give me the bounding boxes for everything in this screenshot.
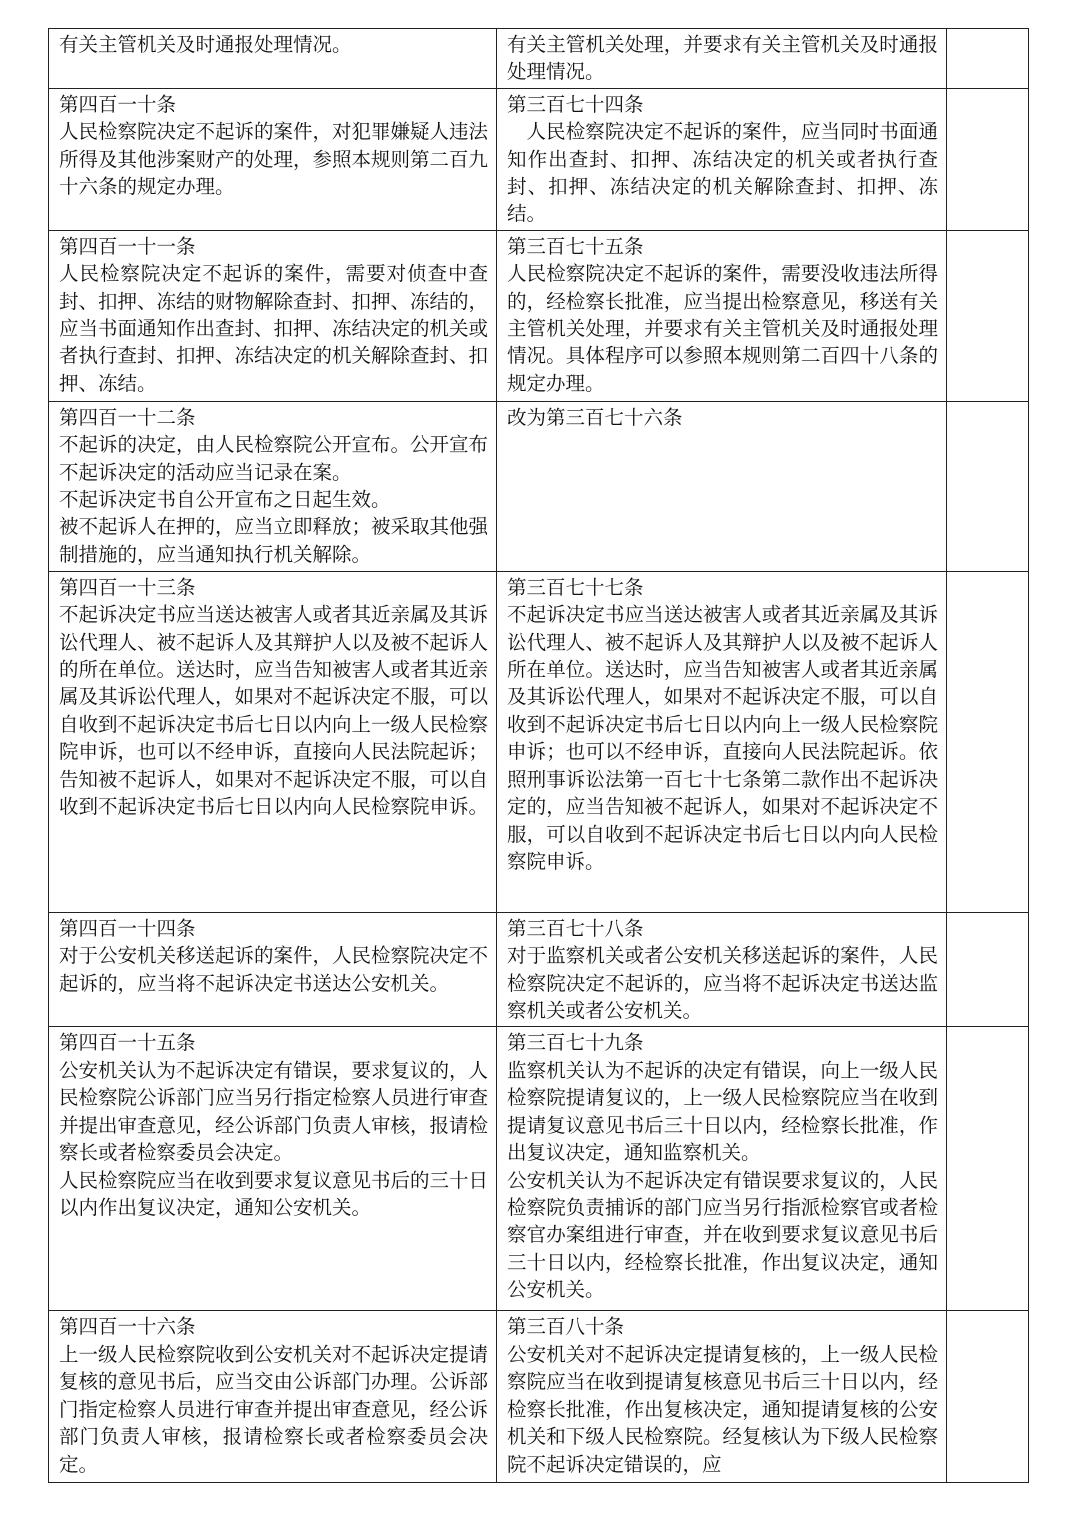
note-cell	[947, 401, 1029, 571]
old-text-cell	[49, 571, 497, 912]
comparison-table-body	[49, 29, 1029, 1483]
old-text-cell	[49, 401, 497, 571]
old-text-cell	[49, 88, 497, 230]
paragraph: 不起诉决定书应当送达被害人或者其近亲属及其诉讼代理人、被不起诉人及其辩护人以及被不起诉人的所在单位。送达时，应当告知被害人或者其近亲属及其诉讼代理人，如果对不起诉决定不服，可以自收到不起诉决定书后七日以内向上一级人民检察院申诉，也可以不经申诉，直接向人民法院起诉；告知被不起诉人，如果对不起诉决定不服，可以自收到不起诉决定书后七日以内向人民检察院申诉。	[59, 603, 489, 819]
old-text-cell	[49, 912, 497, 1027]
table-row	[49, 230, 1029, 401]
note-cell	[947, 912, 1029, 1027]
paragraph: 对于公安机关移送起诉的案件，人民检察院决定不起诉的，应当将不起诉决定书送达公安机关。	[59, 944, 489, 995]
table-row	[49, 912, 1029, 1027]
paragraph: 监察机关认为不起诉的决定有错误，向上一级人民检察院提请复议的，上一级人民检察院应当在收到提请复议意见书后三十日以内，经检察长批准，作出复议决定，通知监察机关。	[507, 1058, 938, 1165]
article-number: 第三百七十四条	[507, 92, 644, 116]
paragraph: 公安机关认为不起诉决定有错误，要求复议的，人民检察院公诉部门应当另行指定检察人员进行审查并提出审查意见，经公诉部门负责人审核，报请检察长或者检察委员会决定。	[59, 1058, 489, 1165]
note-cell	[947, 230, 1029, 401]
article-number: 第四百一十一条	[59, 234, 196, 258]
note-cell	[947, 88, 1029, 230]
comparison-table	[48, 28, 1029, 1483]
table-row	[49, 571, 1029, 912]
paragraph: 人民检察院决定不起诉的案件，需要没收违法所得的，经检察长批准，应当提出检察意见，移送有关主管机关处理，并要求有关主管机关及时通报处理情况。具体程序可以参照本规则第二百四十八条的规定办理。	[507, 262, 938, 395]
paragraph: 人民检察院应当在收到要求复议意见书后的三十日以内作出复议决定，通知公安机关。	[59, 1168, 489, 1219]
new-text-cell	[497, 88, 947, 230]
article-number: 第三百七十七条	[507, 575, 644, 599]
article-number: 改为第三百七十六条	[507, 405, 683, 429]
article-number: 第三百七十九条	[507, 1031, 644, 1055]
paragraph: 公安机关认为不起诉决定有错误要求复议的，人民检察院负责捕诉的部门应当另行指派检察官或者检察官办案组进行审查，并在收到要求复议意见书后三十日以内，经检察长批准，作出复议决定，通知公安机关。	[507, 1168, 938, 1302]
article-number: 第四百一十五条	[59, 1031, 196, 1055]
paragraph: 不起诉决定书自公开宣布之日起生效。	[59, 488, 391, 512]
note-cell	[947, 29, 1029, 89]
old-text-cell	[49, 230, 497, 401]
new-text-cell	[497, 1027, 947, 1311]
paragraph: 公安机关对不起诉决定提请复核的，上一级人民检察院应当在收到提请复核意见书后三十日以内，经检察长批准，作出复核决定，通知提请复核的公安机关和下级人民检察院。经复核认为下级人民检察院不起诉决定错误的，应	[507, 1342, 938, 1476]
new-text-cell	[497, 571, 947, 912]
paragraph: 不起诉决定书应当送达被害人或者其近亲属及其诉讼代理人、被不起诉人及其辩护人以及被不起诉人所在单位。送达时，应当告知被害人或者其近亲属及其诉讼代理人，如果对不起诉决定不服，可以自收到不起诉决定书后七日以内向上一级人民检察院申诉；也可以不经申诉，直接向人民法院起诉。依照刑事诉讼法第一百七十七条第二款作出不起诉决定的，应当告知被不起诉人，如果对不起诉决定不服，可以自收到不起诉决定书后七日以内向人民检察院申诉。	[507, 603, 938, 873]
paragraph: 人民检察院决定不起诉的案件，应当同时书面通知作出查封、扣押、冻结决定的机关或者执行查封、扣押、冻结决定的机关解除查封、扣押、冻结。	[507, 120, 938, 226]
paragraph: 人民检察院决定不起诉的案件，对犯罪嫌疑人违法所得及其他涉案财产的处理，参照本规则第二百九十六条的规定办理。	[59, 120, 489, 199]
table-row	[49, 29, 1029, 89]
article-number: 第四百一十四条	[59, 916, 196, 940]
new-text-cell	[497, 1311, 947, 1483]
article-number: 第三百七十八条	[507, 916, 644, 940]
old-text-cell	[49, 1027, 497, 1311]
article-number: 第四百一十六条	[59, 1315, 196, 1339]
paragraph: 有关主管机关处理，并要求有关主管机关及时通报处理情况。	[507, 33, 938, 84]
note-cell	[947, 1311, 1029, 1483]
table-row	[49, 401, 1029, 571]
note-cell	[947, 571, 1029, 912]
new-text-cell	[497, 912, 947, 1027]
paragraph: 对于监察机关或者公安机关移送起诉的案件，人民检察院决定不起诉的，应当将不起诉决定书送达监察机关或者公安机关。	[507, 944, 938, 1023]
article-number: 第三百七十五条	[507, 234, 644, 258]
note-cell	[947, 1027, 1029, 1311]
old-text-cell	[49, 29, 497, 89]
paragraph: 不起诉的决定，由人民检察院公开宣布。公开宣布不起诉决定的活动应当记录在案。	[59, 433, 489, 484]
article-number: 第四百一十二条	[59, 405, 196, 429]
new-text-cell	[497, 401, 947, 571]
paragraph: 有关主管机关及时通报处理情况。	[59, 33, 352, 56]
table-row	[49, 88, 1029, 230]
table-row	[49, 1311, 1029, 1483]
old-text-cell	[49, 1311, 497, 1483]
new-text-cell	[497, 29, 947, 89]
article-number: 第四百一十条	[59, 92, 177, 116]
table-row	[49, 1027, 1029, 1311]
paragraph: 被不起诉人在押的，应当立即释放；被采取其他强制措施的，应当通知执行机关解除。	[59, 515, 489, 566]
article-number: 第四百一十三条	[59, 575, 196, 599]
article-number: 第三百八十条	[507, 1315, 625, 1339]
paragraph: 人民检察院决定不起诉的案件，需要对侦查中查封、扣押、冻结的财物解除查封、扣押、冻结的，应当书面通知作出查封、扣押、冻结决定的机关或者执行查封、扣押、冻结决定的机关解除查封、扣押、冻结。	[59, 262, 489, 395]
new-text-cell	[497, 230, 947, 401]
paragraph: 上一级人民检察院收到公安机关对不起诉决定提请复核的意见书后，应当交由公诉部门办理。公诉部门指定检察人员进行审查并提出审查意见，经公诉部门负责人审核，报请检察长或者检察委员会决定。	[59, 1342, 489, 1476]
